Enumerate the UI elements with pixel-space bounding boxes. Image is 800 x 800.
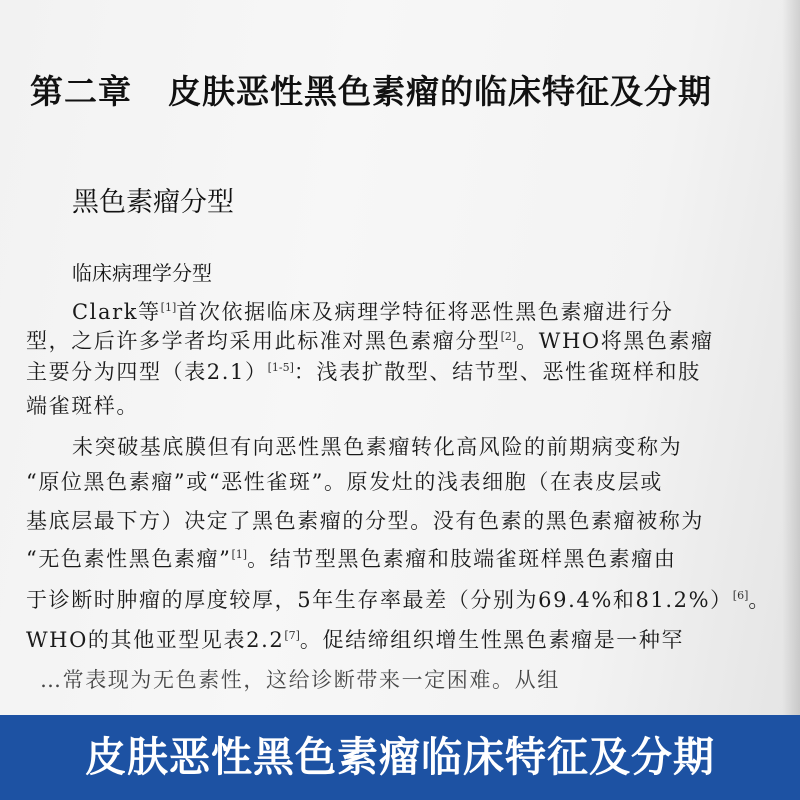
chapter-number: 第二章 (30, 72, 132, 111)
body-line: 端雀斑样。 (26, 394, 139, 418)
banner-title: 皮肤恶性黑色素瘤临床特征及分期 (85, 733, 715, 781)
subsection-title: 临床病理学分型 (72, 261, 212, 285)
chapter-title-text: 皮肤恶性黑色素瘤的临床特征及分期 (168, 72, 712, 111)
body-line: Clark等[1]首次依据临床及病理学特征将恶性黑色素瘤进行分 (72, 300, 674, 324)
page-curl-shadow (782, 0, 800, 715)
body-line: 主要分为四型（表2.1）[1-5]：浅表扩散型、结节型、恶性雀斑样和肢 (26, 360, 701, 384)
chapter-heading (30, 66, 712, 113)
body-line: 基底层最下方）决定了黑色素瘤的分型。没有色素的黑色素瘤被称为 (26, 509, 704, 533)
section-title: 黑色素瘤分型 (72, 187, 234, 218)
body-line: 于诊断时肿瘤的厚度较厚，5年生存率最差（分别为69.4%和81.2%）[6]。 (26, 588, 771, 612)
body-line-partial: …常表现为无色素性，这给诊断带来一定困难。从组 (40, 668, 560, 692)
body-line: “无色素性黑色素瘤”[1]。结节型黑色素瘤和肢端雀斑样黑色素瘤由 (26, 547, 677, 571)
caption-banner (0, 715, 800, 800)
body-line: “原位黑色素瘤”或“恶性雀斑”。原发灶的浅表细胞（在表皮层或 (26, 470, 663, 494)
body-line: 未突破基底膜但有向恶性黑色素瘤转化高风险的前期病变称为 (72, 435, 683, 459)
body-line: 型，之后许多学者均采用此标准对黑色素瘤分型[2]。WHO将黑色素瘤 (26, 329, 714, 353)
body-line: WHO的其他亚型见表2.2[7]。促结缔组织增生性黑色素瘤是一种罕 (26, 628, 685, 652)
